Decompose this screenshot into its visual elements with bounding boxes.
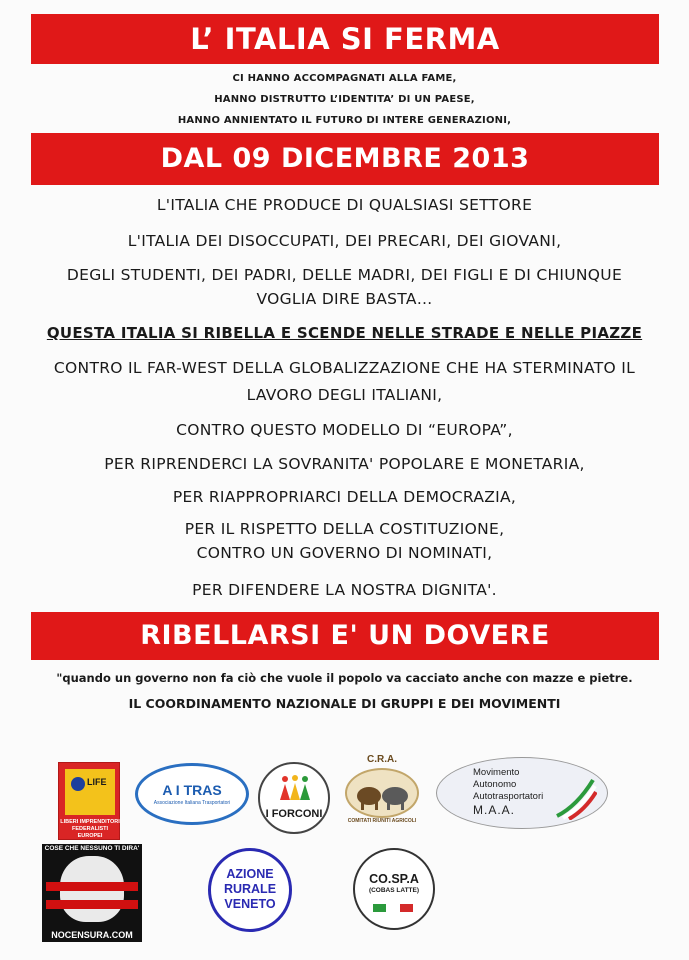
eu-stars-icon (71, 777, 85, 791)
body-line-3: DEGLI STUDENTI, DEI PADRI, DELLE MADRI, DEI FIGLI E DI CHIUNQUE (66, 266, 623, 284)
farm-animals-icon (347, 770, 417, 816)
cospa-logo (353, 848, 435, 930)
maa-line-2: Autonomo (473, 779, 517, 790)
italian-flag-swoosh-icon (553, 776, 597, 820)
title-banner: L’ ITALIA SI FERMA (31, 14, 659, 64)
body-line-5: QUESTA ITALIA SI RIBELLA E SCENDE NELLE STRADE E NELLE PIAZZE (46, 324, 643, 342)
maa-line-4: M.A.A. (473, 803, 516, 817)
nocensura-bottom-text: NOCENSURA.COM (51, 930, 133, 940)
arv-line-1: AZIONE (226, 867, 274, 881)
body-line-11: PER IL RISPETTO DELLA COSTITUZIONE, (184, 520, 505, 538)
arv-line-2: RURALE (223, 882, 277, 896)
aitras-logo-name: A I TRAS (162, 782, 222, 798)
intro-line-1: CI HANNO ACCOMPAGNATI ALLA FAME, (232, 73, 457, 84)
body-line-12: CONTRO UN GOVERNO DI NOMINATI, (196, 544, 493, 562)
cra-logo-name: C.R.A. (367, 754, 397, 765)
nocensura-top-text: COSE CHE NESSUNO TI DIRA' (44, 845, 140, 852)
azione-rurale-veneto-logo (208, 848, 292, 932)
body-line-8: CONTRO QUESTO MODELLO DI “EUROPA”, (176, 421, 513, 439)
date-banner: DAL 09 DICEMBRE 2013 (31, 133, 659, 185)
cospa-logo-subtitle: (COBAS LATTE) (368, 887, 420, 894)
forconi-logo-name: I FORCONI (265, 808, 323, 820)
body-line-7: LAVORO DEGLI ITALIANI, (246, 386, 443, 404)
people-icon (278, 774, 312, 802)
quote-text: "quando un governo non fa ciò che vuole il popolo va cacciato anche con mazze e pietre. (56, 671, 633, 685)
arv-line-3: VENETO (224, 897, 276, 911)
body-line-4: VOGLIA DIRE BASTA… (256, 290, 433, 308)
life-logo-subtitle-2: FEDERALISTI EUROPEI (71, 826, 109, 839)
life-logo (58, 762, 120, 840)
forconi-logo (258, 762, 330, 834)
cra-logo-subtitle: COMITATI RIUNITI AGRICOLI (347, 818, 417, 824)
body-line-10: PER RIAPPROPRIARCI DELLA DEMOCRAZIA, (172, 488, 517, 506)
maa-line-3: Autotrasportatori (473, 791, 544, 802)
body-line-1: L'ITALIA CHE PRODUCE DI QUALSIASI SETTORE (156, 196, 533, 214)
body-line-9: PER RIPRENDERCI LA SOVRANITA' POPOLARE E MONETARIA, (104, 455, 585, 473)
maa-line-1: Movimento (473, 767, 520, 778)
intro-line-2: HANNO DISTRUTTO L’IDENTITA’ DI UN PAESE, (214, 94, 475, 105)
nocensura-logo (42, 844, 142, 942)
life-logo-subtitle-1: LIBERI IMPRENDITORI (60, 819, 120, 825)
aitras-logo-subtitle: Associazione Italiana Trasportatori (153, 800, 231, 806)
italian-flag-icon (373, 904, 413, 912)
intro-line-3: HANNO ANNIENTATO IL FUTURO DI INTERE GENERAZIONI, (177, 115, 512, 126)
body-line-2: L'ITALIA DEI DISOCCUPATI, DEI PRECARI, DEI GIOVANI, (127, 232, 562, 250)
slogan-banner: RIBELLARSI E' UN DOVERE (31, 612, 659, 660)
aitras-logo (135, 763, 249, 825)
cospa-logo-name: CO.SP.A (369, 872, 419, 886)
maa-logo (436, 757, 608, 829)
life-logo-name: LIFE (87, 777, 107, 787)
coordination-text: IL COORDINAMENTO NAZIONALE DI GRUPPI E DEI MOVIMENTI (128, 696, 561, 711)
body-line-6: CONTRO IL FAR-WEST DELLA GLOBALIZZAZIONE CHE HA STERMINATO IL (53, 359, 636, 377)
body-line-13: PER DIFENDERE LA NOSTRA DIGNITA'. (192, 581, 497, 599)
cra-logo (343, 754, 421, 824)
